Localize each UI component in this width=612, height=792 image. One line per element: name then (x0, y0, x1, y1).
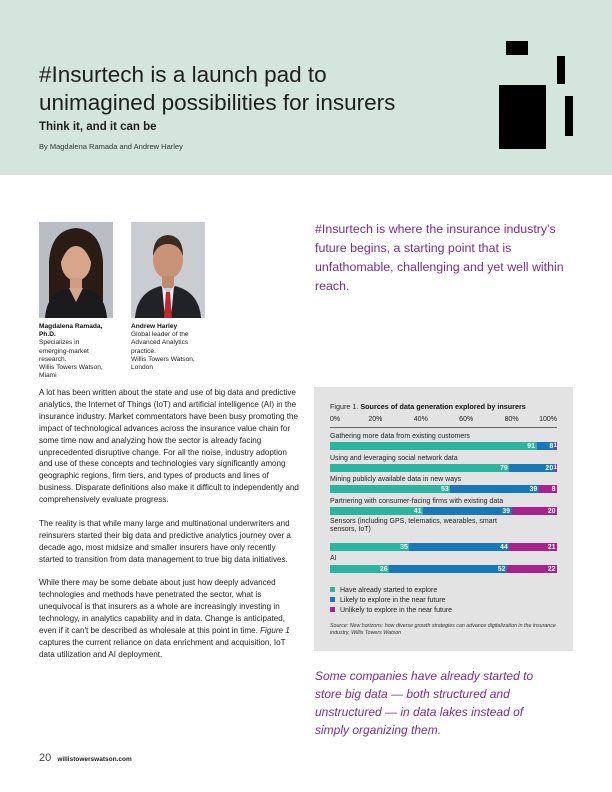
category-label: Mining publicly available data in new ways (330, 476, 462, 483)
bar-value-label: 26 (379, 565, 388, 573)
figure-title (330, 402, 526, 411)
bio-line: research. (39, 355, 67, 363)
author-photo-harley (131, 222, 205, 318)
bio-line: Miami (39, 372, 57, 380)
author-photo-ramada (39, 222, 113, 318)
body-paragraph: A lot has been written about the state and use of big data and predictive analytics, the Internet of Things (IoT) and artificial intelligence (AI) in the insurance industry. Market commentators have been busy promoting the impact of technological advances across the insurance value chain for some time now and analyzing how the sector is already facing unprecedented disruptive change. For all the noise, industry adoption and use of these concepts and technologies vary significantly among geographic regions, firm tiers, and types of products and lines of business. Disparate definitions also make it difficult to independently and comprehensively evaluate progress. (39, 388, 299, 505)
bio-line: Willis Towers Watson, (131, 355, 195, 363)
legend-item (330, 586, 452, 596)
header-band (0, 0, 612, 175)
bar-segment (330, 507, 423, 515)
body-text (39, 387, 301, 673)
bar-segment (389, 565, 507, 573)
author-name: Magdalena Ramada, Ph.D. (39, 323, 103, 339)
bar-value-label: 20 (545, 464, 554, 472)
category-label: Using and leveraging social network data (330, 455, 458, 462)
figure-source: Source: New horizons: how diverse growth strategies can advance digitalization in the insurance industry, Willis Towers Watson (330, 623, 556, 636)
bio-line: Willis Towers Watson, (39, 364, 103, 372)
bar-value-label: 1 (553, 464, 557, 471)
bar-value-label: 41 (413, 507, 422, 515)
bar-value-label: 21 (547, 543, 556, 551)
bar-segment (539, 485, 557, 493)
bar-segment (509, 543, 557, 551)
bar-value-label: 35 (400, 543, 408, 551)
x-tick-label: 20% (368, 416, 383, 423)
bar-segment (555, 464, 557, 472)
bar-row (330, 543, 557, 551)
bar-segment (423, 507, 512, 515)
legend-swatch (330, 607, 335, 612)
figure-reference: Figure 1 (260, 626, 290, 636)
bio-line: London (131, 364, 154, 372)
author-name: Andrew Harley (131, 323, 178, 330)
author-bio-harley (131, 323, 211, 372)
figure-title-text: Sources of data generation explored by insurers (360, 402, 526, 411)
bar-segment (330, 543, 409, 551)
bar-value-label: 52 (497, 565, 506, 573)
bar-segment (537, 442, 555, 450)
legend-swatch (330, 587, 335, 592)
bar-segment (450, 485, 539, 493)
category-label: AI (330, 555, 337, 562)
legend-item (330, 596, 452, 606)
legend-item (330, 606, 452, 616)
bar-value-label: 39 (502, 507, 511, 515)
footer-url[interactable]: willistowerswatson.com (57, 756, 132, 763)
author-bio-ramada (39, 323, 119, 380)
page-footer (39, 752, 132, 764)
bar-value-label: 1 (553, 442, 557, 449)
bar-value-label: 53 (441, 485, 449, 493)
figure-label: Figure 1. (330, 402, 359, 411)
pull-quote-top: #Insurtech is where the insurance industry's future begins, a starting point that is unfathomable, challenging and yet well within reach. (315, 222, 564, 293)
bio-line: Global leader of the (131, 331, 189, 339)
legend-label: Unlikely to explore in the near future (340, 607, 453, 614)
pull-quote-bottom: Some companies have already started to store big data — both structured and unstructured — in data lakes instead of simply organizing them. (315, 669, 534, 737)
byline: By Magdalena Ramada and Andrew Harley (39, 142, 183, 151)
bar-value-label: 79 (500, 464, 508, 472)
bar-row (330, 507, 557, 515)
legend-label: Have already started to explore (340, 587, 438, 594)
bar-row (330, 485, 557, 493)
page-title (39, 61, 489, 117)
bar-value-label: 20 (547, 507, 556, 515)
x-tick-label: 0% (330, 416, 341, 423)
bar-segment (330, 442, 537, 450)
bar-value-label: 8 (549, 442, 554, 450)
bar-segment (409, 543, 509, 551)
bio-line: Specializes in (39, 339, 80, 347)
bar-segment (330, 565, 389, 573)
bar-value-label: 8 (551, 485, 556, 493)
figure-1 (314, 387, 573, 651)
page-subtitle: Think it, and it can be (39, 121, 157, 133)
x-axis (330, 416, 557, 426)
category-label: Sensors (including GPS, telematics, wearables, smart sensors, IoT) (330, 518, 497, 533)
title-line-2: unimagined possibilities for insurers (39, 90, 396, 115)
legend-label: Likely to explore in the near future (340, 597, 446, 604)
bar-segment (555, 442, 557, 450)
decor-block (499, 85, 546, 149)
body-paragraph: The reality is that while many large and multinational underwriters and reinsurers started their big data and predictive analytics journey over a decade ago, most midsize and smaller insurers have only recently started to transition from data management to true big data initiatives. (39, 518, 291, 564)
bio-line: practice. (131, 347, 156, 355)
bar-row (330, 565, 557, 573)
x-tick-label: 100% (539, 416, 557, 423)
chart-legend (330, 586, 452, 616)
body-paragraph: While there may be some debate about just how deeply advanced technologies and methods have penetrated the sector, what is unequivocal is that insurers as a whole are increasingly investing in technology, in analytics capability and in data. Change is anticipated, even if it can't be described as wholesale at this point in time. Figure 1 captures the current reliance on data enrichment and acquisition, IoT data utilization and AI deployment. (39, 578, 290, 659)
legend-swatch (330, 597, 335, 602)
page-number: 20 (39, 752, 52, 764)
bar-segment (512, 507, 557, 515)
decor-block (557, 56, 565, 84)
bar-segment (507, 565, 557, 573)
bio-line: emerging-market (39, 347, 89, 355)
bio-line: Advanced Analytics (131, 339, 189, 347)
bar-value-label: 44 (500, 543, 508, 551)
x-tick-label: 80% (504, 416, 519, 423)
bar-segment (509, 464, 554, 472)
category-label: Partnering with consumer-facing firms with existing data (330, 498, 504, 505)
bar-row (330, 442, 557, 450)
x-tick-label: 60% (459, 416, 474, 423)
bar-value-label: 39 (529, 485, 538, 493)
category-label: Gathering more data from existing customers (330, 433, 471, 440)
x-axis-line (330, 427, 557, 428)
decor-block (565, 96, 573, 136)
x-tick-label: 40% (413, 416, 428, 423)
title-line-1: #Insurtech is a launch pad to (39, 62, 327, 87)
decor-block (506, 41, 528, 55)
bar-value-label: 91 (527, 442, 536, 450)
bar-row (330, 464, 557, 472)
bar-segment (330, 485, 450, 493)
bar-segment (330, 464, 509, 472)
bar-value-label: 22 (547, 565, 556, 573)
